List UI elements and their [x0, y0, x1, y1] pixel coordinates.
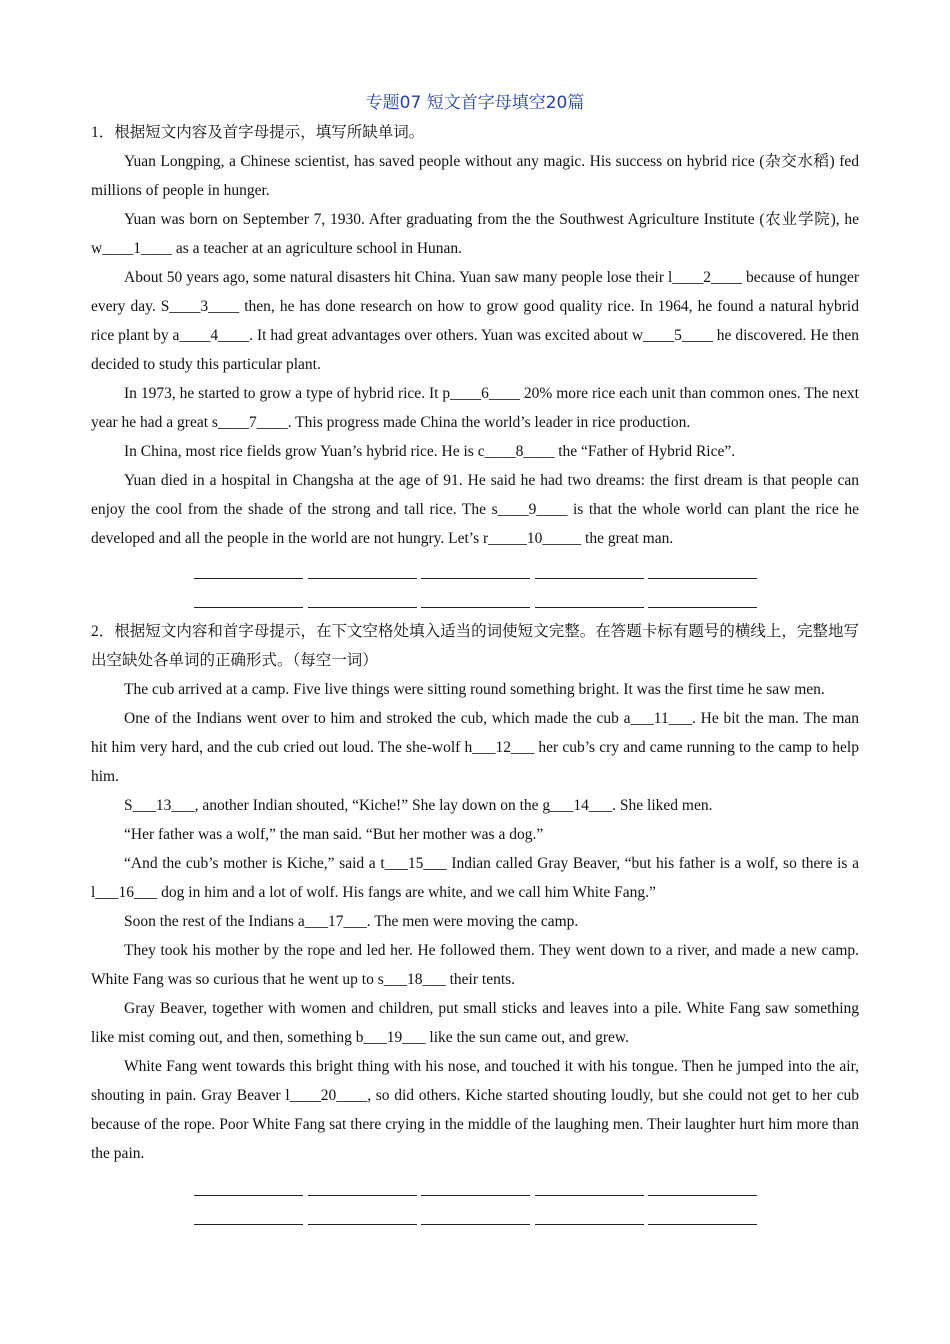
q2-paragraph: One of the Indians went over to him and stroked the cub, which made the cub a___11___. He bit the man. The man hit him very hard, and the cub cried out loud. The she-wolf h___12___ her cub’s cry and came running to the camp to help him. — [91, 710, 859, 785]
q2-paragraph: They took his mother by the rope and led her. He followed them. They went down to a river, and made a new camp. White Fang was so curious that he went up to s___18___ their tents. — [91, 942, 859, 988]
answer-blank[interactable] — [648, 607, 757, 608]
q2-paragraph: Soon the rest of the Indians a___17___. The men were moving the camp. — [124, 913, 579, 930]
answer-blank[interactable] — [308, 607, 417, 608]
q1-paragraph: Yuan died in a hospital in Changsha at the age of 91. He said he had two dreams: the first dream is that people can enjoy the cool from the shade of the strong and tall rice. The s____9____ is that the whole world can plant the rice he developed and all the people in the world are not hungry. Let’s r_____10_____ the great man. — [91, 472, 859, 547]
q2-paragraph: The cub arrived at a camp. Five live things were sitting round something bright. It was the first time he saw men. — [124, 681, 825, 698]
answer-blank[interactable] — [194, 1224, 303, 1225]
q1-paragraph: Yuan Longping, a Chinese scientist, has saved people without any magic. His success on hybrid rice (杂交水稻) fed millions of people in hunger. — [91, 153, 859, 199]
q2-paragraph: White Fang went towards this bright thing with his nose, and touched it with his tongue. Then he jumped into the air, shouting in pain. Gray Beaver l____20____, so did others. Kiche started shouting loudly, but she could not get to her cub because of the rope. Poor White Fang sat there crying in the middle of the laughing men. Their laughter hurt him more than the pain. — [91, 1058, 859, 1162]
q2-paragraph: S___13___, another Indian shouted, “Kiche!” She lay down on the g___14___. She liked men. — [124, 797, 713, 814]
q2-paragraph: Gray Beaver, together with women and children, put small sticks and leaves into a pile. White Fang saw something like mist coming out, and then, something b___19___ like the sun came out, and grew. — [91, 1000, 859, 1046]
answer-blank[interactable] — [308, 578, 417, 579]
answer-row — [194, 1176, 757, 1205]
answer-blank[interactable] — [194, 578, 303, 579]
q2-paragraph: “Her father was a wolf,” the man said. “But her mother was a dog.” — [124, 826, 544, 843]
question-1-instruction: 1．根据短文内容及首字母提示，填写所缺单词。 — [91, 124, 425, 141]
answer-blank[interactable] — [421, 578, 530, 579]
answer-blank[interactable] — [421, 607, 530, 608]
q1-paragraph: In China, most rice fields grow Yuan’s hybrid rice. He is c____8____ the “Father of Hybrid Rice”. — [124, 443, 736, 460]
answer-blank[interactable] — [535, 578, 644, 579]
answer-blank[interactable] — [648, 1224, 757, 1225]
q1-paragraph: About 50 years ago, some natural disasters hit China. Yuan saw many people lose their l____2____ because of hunger every day. S____3____ then, he has done research on how to grow good quality rice. In 1964, he found a natural hybrid rice plant by a____4____. It had great advantages over others. Yuan was excited about w____5____ he discovered. He then decided to study this particular plant. — [91, 269, 859, 373]
document-page — [91, 88, 859, 1234]
answer-blank[interactable] — [648, 578, 757, 579]
q2-paragraph: “And the cub’s mother is Kiche,” said a t___15___ Indian called Gray Beaver, “but his father is a wolf, so there is a l___16___ dog in him and a lot of wolf. His fangs are white, and we call him White Fang.” — [91, 855, 859, 901]
answer-row — [194, 559, 757, 588]
answer-blank[interactable] — [648, 1195, 757, 1196]
answer-blank[interactable] — [194, 607, 303, 608]
answer-blank[interactable] — [535, 607, 644, 608]
answer-blank[interactable] — [421, 1224, 530, 1225]
answer-blank[interactable] — [535, 1195, 644, 1196]
answer-blank[interactable] — [535, 1224, 644, 1225]
answer-blank[interactable] — [308, 1195, 417, 1196]
answer-blank[interactable] — [421, 1195, 530, 1196]
q1-answer-lines — [194, 559, 757, 617]
q1-paragraph: Yuan was born on September 7, 1930. After graduating from the the Southwest Agriculture Institute (农业学院), he w____1____ as a teacher at an agriculture school in Hunan. — [91, 211, 859, 257]
page-title: 专题07 短文首字母填空20篇 — [365, 93, 585, 113]
q1-paragraph: In 1973, he started to grow a type of hybrid rice. It p____6____ 20% more rice each unit than common ones. The next year he had a great s____7____. This progress made China the world’s leader in rice production. — [91, 385, 859, 431]
answer-blank[interactable] — [194, 1195, 303, 1196]
answer-row — [194, 1205, 757, 1234]
q2-answer-lines — [194, 1176, 757, 1234]
answer-blank[interactable] — [308, 1224, 417, 1225]
question-2-instruction: 2．根据短文内容和首字母提示，在下文空格处填入适当的词使短文完整。在答题卡标有题号的横线上，完整地写出空缺处各单词的正确形式。（每空一词） — [91, 623, 859, 669]
answer-row — [194, 588, 757, 617]
